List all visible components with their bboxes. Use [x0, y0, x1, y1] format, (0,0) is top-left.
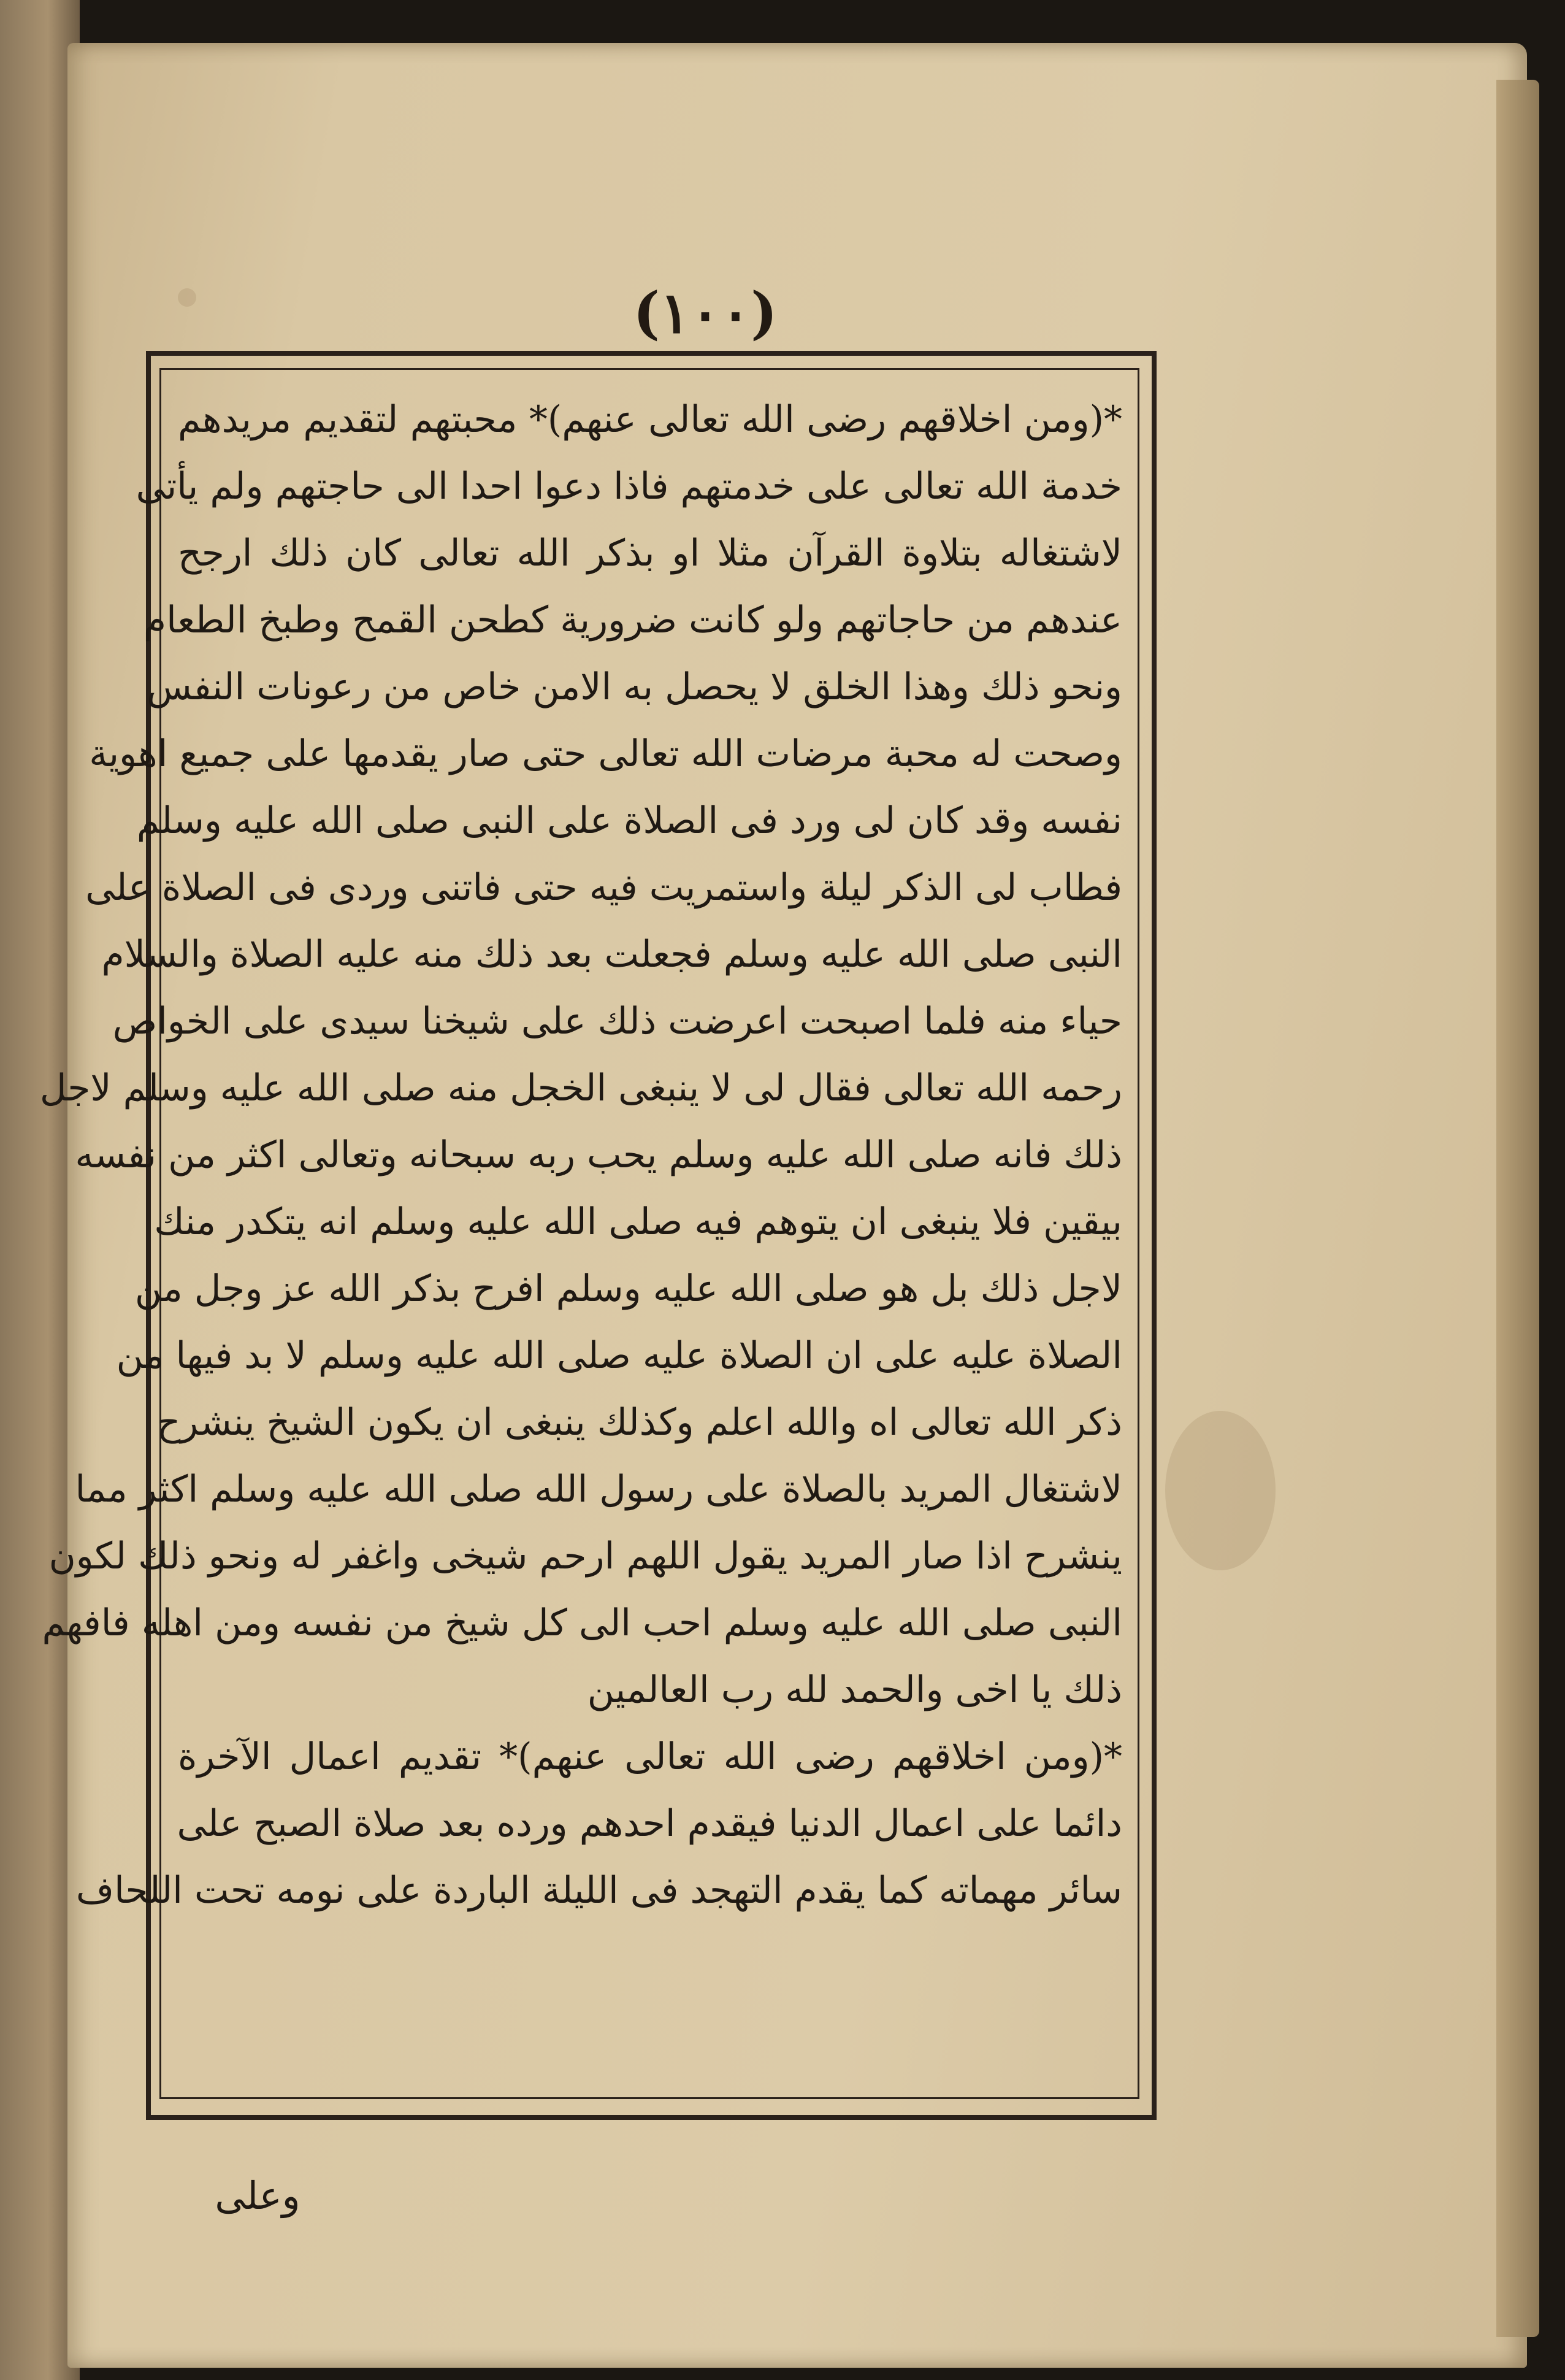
text-line: النبى صلى الله عليه وسلم احب الى كل شيخ من نفسه ومن اهله فافهم	[42, 1602, 1122, 1645]
catchword: وعلى	[215, 2173, 300, 2218]
text-line: سائر مهماته كما يقدم التهجد فى الليلة الباردة على نومه تحت اللحاف	[75, 1869, 1122, 1912]
text-line: لاشتغال المريد بالصلاة على رسول الله صلى الله عليه وسلم اكثر مما	[75, 1468, 1122, 1511]
section-heading-line: *(ومن اخلاقهم رضى الله تعالى عنهم)* تقديم اعمال الآخرة	[178, 1735, 1122, 1778]
text-line: نفسه وقد كان لى ورد فى الصلاة على النبى صلى الله عليه وسلم	[136, 799, 1122, 842]
text-line: الصلاة عليه على ان الصلاة عليه صلى الله عليه وسلم لا بد فيها من	[116, 1334, 1122, 1377]
text-line: ذلك فانه صلى الله عليه وسلم يحب ربه سبحانه وتعالى اكثر من نفسه	[75, 1134, 1122, 1177]
text-line: لاشتغاله بتلاوة القرآن مثلا او بذكر الله تعالى كان ذلك ارجح	[178, 532, 1122, 575]
text-line: رحمه الله تعالى فقال لى لا ينبغى الخجل منه صلى الله عليه وسلم لاجل	[39, 1067, 1122, 1110]
text-line: *(ومن اخلاقهم رضى الله تعالى عنهم)* محبتهم لتقديم مريدهم	[178, 398, 1122, 441]
main-text-block	[39, 386, 1122, 2079]
text-line: دائما على اعمال الدنيا فيقدم احدهم ورده بعد صلاة الصبح على	[177, 1802, 1122, 1845]
text-line: خدمة الله تعالى على خدمتهم فاذا دعوا احدا الى حاجتهم ولم يأتى	[136, 465, 1122, 508]
text-line: النبى صلى الله عليه وسلم فجعلت بعد ذلك منه عليه الصلاة والسلام	[101, 933, 1122, 976]
text-line: فطاب لى الذكر ليلة واستمريت فيه حتى فاتنى وردى فى الصلاة على	[85, 866, 1122, 909]
text-line: لاجل ذلك بل هو صلى الله عليه وسلم افرح بذكر الله عز وجل من	[134, 1267, 1122, 1310]
text-line: ذلك يا اخى والحمد لله رب العالمين	[587, 1668, 1122, 1711]
page-number: (١٠٠)	[633, 280, 778, 346]
text-line: ونحو ذلك وهذا الخلق لا يحصل به الامن خاص من رعونات النفس	[147, 666, 1122, 708]
text-line: عندهم من حاجاتهم ولو كانت ضرورية كطحن القمح وطبخ الطعام	[143, 599, 1122, 642]
page-stack-edge	[1496, 80, 1539, 2337]
paper-stain	[178, 288, 196, 307]
text-line: ذكر الله تعالى اه والله اعلم وكذلك ينبغى ان يكون الشيخ ينشرح	[156, 1401, 1122, 1444]
paper-stain	[1165, 1411, 1276, 1570]
text-line: بيقين فلا ينبغى ان يتوهم فيه صلى الله عليه وسلم انه يتكدر منك	[154, 1200, 1122, 1243]
text-line: ينشرح اذا صار المريد يقول اللهم ارحم شيخى واغفر له ونحو ذلك لكون	[48, 1535, 1122, 1578]
text-line: حياء منه فلما اصبحت اعرضت ذلك على شيخنا سيدى على الخواص	[112, 1000, 1122, 1043]
text-line: وصحت له محبة مرضات الله تعالى حتى صار يقدمها على جميع اهوية	[89, 732, 1122, 775]
